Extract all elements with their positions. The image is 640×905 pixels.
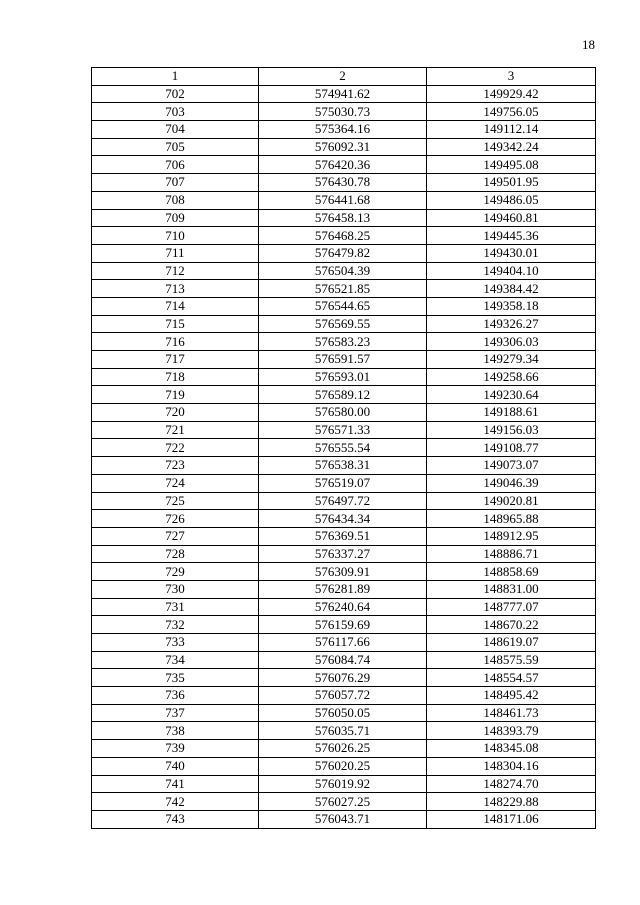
table-row [92, 421, 596, 439]
column-header-2: 2 [259, 68, 427, 86]
y-coordinate-cell: 149358.18 [427, 297, 596, 315]
point-number-cell: 716 [92, 333, 259, 351]
x-coordinate-cell: 576117.66 [259, 634, 427, 652]
x-coordinate-cell: 576159.69 [259, 616, 427, 634]
y-coordinate-cell: 149756.05 [427, 103, 596, 121]
point-number-cell: 703 [92, 103, 259, 121]
y-coordinate-cell: 149929.42 [427, 85, 596, 103]
x-coordinate-cell: 576583.23 [259, 333, 427, 351]
y-coordinate-cell: 148345.08 [427, 740, 596, 758]
y-coordinate-cell: 149279.34 [427, 351, 596, 369]
x-coordinate-cell: 576035.71 [259, 722, 427, 740]
table-row [92, 386, 596, 404]
x-coordinate-cell: 576544.65 [259, 297, 427, 315]
y-coordinate-cell: 149501.95 [427, 174, 596, 192]
table-row [92, 722, 596, 740]
table-row [92, 492, 596, 510]
x-coordinate-cell: 576309.91 [259, 563, 427, 581]
y-coordinate-cell: 149156.03 [427, 421, 596, 439]
x-coordinate-cell: 576571.33 [259, 421, 427, 439]
table-header [92, 68, 596, 86]
y-coordinate-cell: 148554.57 [427, 669, 596, 687]
y-coordinate-cell: 148777.07 [427, 598, 596, 616]
y-coordinate-cell: 148912.95 [427, 527, 596, 545]
point-number-cell: 707 [92, 174, 259, 192]
y-coordinate-cell: 149326.27 [427, 315, 596, 333]
table-row [92, 616, 596, 634]
header-row [92, 68, 596, 86]
table-row [92, 704, 596, 722]
y-coordinate-cell: 148274.70 [427, 775, 596, 793]
table-row [92, 527, 596, 545]
table-row [92, 439, 596, 457]
point-number-cell: 732 [92, 616, 259, 634]
point-number-cell: 743 [92, 810, 259, 828]
x-coordinate-cell: 576458.13 [259, 209, 427, 227]
table-row [92, 545, 596, 563]
table-row [92, 174, 596, 192]
table-row [92, 297, 596, 315]
point-number-cell: 733 [92, 634, 259, 652]
y-coordinate-cell: 148831.00 [427, 580, 596, 598]
point-number-cell: 739 [92, 740, 259, 758]
point-number-cell: 706 [92, 156, 259, 174]
x-coordinate-cell: 576057.72 [259, 687, 427, 705]
y-coordinate-cell: 149112.14 [427, 121, 596, 139]
coordinates-table [91, 67, 596, 829]
table-row [92, 775, 596, 793]
x-coordinate-cell: 576589.12 [259, 386, 427, 404]
y-coordinate-cell: 149430.01 [427, 244, 596, 262]
table-row [92, 740, 596, 758]
x-coordinate-cell: 576369.51 [259, 527, 427, 545]
point-number-cell: 720 [92, 404, 259, 422]
point-number-cell: 705 [92, 138, 259, 156]
table-row [92, 103, 596, 121]
table-row [92, 351, 596, 369]
x-coordinate-cell: 575364.16 [259, 121, 427, 139]
table-row [92, 85, 596, 103]
table-row [92, 669, 596, 687]
point-number-cell: 717 [92, 351, 259, 369]
x-coordinate-cell: 576020.25 [259, 757, 427, 775]
table-row [92, 810, 596, 828]
table-row [92, 580, 596, 598]
x-coordinate-cell: 576281.89 [259, 580, 427, 598]
x-coordinate-cell: 576337.27 [259, 545, 427, 563]
table-row [92, 280, 596, 298]
x-coordinate-cell: 576240.64 [259, 598, 427, 616]
x-coordinate-cell: 576027.25 [259, 793, 427, 811]
point-number-cell: 727 [92, 527, 259, 545]
y-coordinate-cell: 148886.71 [427, 545, 596, 563]
y-coordinate-cell: 149108.77 [427, 439, 596, 457]
table-row [92, 333, 596, 351]
x-coordinate-cell: 575030.73 [259, 103, 427, 121]
x-coordinate-cell: 576434.34 [259, 510, 427, 528]
y-coordinate-cell: 148619.07 [427, 634, 596, 652]
x-coordinate-cell: 576555.54 [259, 439, 427, 457]
y-coordinate-cell: 149495.08 [427, 156, 596, 174]
point-number-cell: 742 [92, 793, 259, 811]
x-coordinate-cell: 576019.92 [259, 775, 427, 793]
column-header-1: 1 [92, 68, 259, 86]
point-number-cell: 738 [92, 722, 259, 740]
point-number-cell: 737 [92, 704, 259, 722]
point-number-cell: 735 [92, 669, 259, 687]
table-row [92, 209, 596, 227]
x-coordinate-cell: 574941.62 [259, 85, 427, 103]
point-number-cell: 730 [92, 580, 259, 598]
x-coordinate-cell: 576504.39 [259, 262, 427, 280]
point-number-cell: 719 [92, 386, 259, 404]
y-coordinate-cell: 148461.73 [427, 704, 596, 722]
point-number-cell: 712 [92, 262, 259, 280]
y-coordinate-cell: 149306.03 [427, 333, 596, 351]
y-coordinate-cell: 148304.16 [427, 757, 596, 775]
y-coordinate-cell: 149384.42 [427, 280, 596, 298]
point-number-cell: 728 [92, 545, 259, 563]
y-coordinate-cell: 149258.66 [427, 368, 596, 386]
x-coordinate-cell: 576497.72 [259, 492, 427, 510]
table-row [92, 315, 596, 333]
table-row [92, 227, 596, 245]
y-coordinate-cell: 148858.69 [427, 563, 596, 581]
x-coordinate-cell: 576591.57 [259, 351, 427, 369]
y-coordinate-cell: 149046.39 [427, 474, 596, 492]
point-number-cell: 729 [92, 563, 259, 581]
y-coordinate-cell: 148495.42 [427, 687, 596, 705]
x-coordinate-cell: 576479.82 [259, 244, 427, 262]
x-coordinate-cell: 576076.29 [259, 669, 427, 687]
point-number-cell: 725 [92, 492, 259, 510]
table-row [92, 634, 596, 652]
table-row [92, 651, 596, 669]
x-coordinate-cell: 576569.55 [259, 315, 427, 333]
point-number-cell: 704 [92, 121, 259, 139]
point-number-cell: 710 [92, 227, 259, 245]
x-coordinate-cell: 576538.31 [259, 457, 427, 475]
x-coordinate-cell: 576521.85 [259, 280, 427, 298]
point-number-cell: 722 [92, 439, 259, 457]
table-row [92, 121, 596, 139]
x-coordinate-cell: 576441.68 [259, 191, 427, 209]
table-row [92, 598, 596, 616]
table-body [92, 85, 596, 828]
table-row [92, 457, 596, 475]
point-number-cell: 723 [92, 457, 259, 475]
y-coordinate-cell: 149445.36 [427, 227, 596, 245]
point-number-cell: 708 [92, 191, 259, 209]
y-coordinate-cell: 149073.07 [427, 457, 596, 475]
table-row [92, 191, 596, 209]
table-row [92, 510, 596, 528]
table-row [92, 368, 596, 386]
point-number-cell: 718 [92, 368, 259, 386]
y-coordinate-cell: 149230.64 [427, 386, 596, 404]
table-row [92, 156, 596, 174]
point-number-cell: 740 [92, 757, 259, 775]
point-number-cell: 734 [92, 651, 259, 669]
y-coordinate-cell: 149404.10 [427, 262, 596, 280]
table-row [92, 563, 596, 581]
y-coordinate-cell: 149486.05 [427, 191, 596, 209]
y-coordinate-cell: 149188.61 [427, 404, 596, 422]
point-number-cell: 709 [92, 209, 259, 227]
x-coordinate-cell: 576430.78 [259, 174, 427, 192]
point-number-cell: 721 [92, 421, 259, 439]
y-coordinate-cell: 148393.79 [427, 722, 596, 740]
y-coordinate-cell: 148229.88 [427, 793, 596, 811]
table-row [92, 793, 596, 811]
table-row [92, 244, 596, 262]
table-row [92, 262, 596, 280]
table-row [92, 138, 596, 156]
point-number-cell: 741 [92, 775, 259, 793]
point-number-cell: 724 [92, 474, 259, 492]
x-coordinate-cell: 576043.71 [259, 810, 427, 828]
y-coordinate-cell: 148965.88 [427, 510, 596, 528]
point-number-cell: 715 [92, 315, 259, 333]
x-coordinate-cell: 576092.31 [259, 138, 427, 156]
x-coordinate-cell: 576519.07 [259, 474, 427, 492]
x-coordinate-cell: 576084.74 [259, 651, 427, 669]
table-row [92, 687, 596, 705]
y-coordinate-cell: 149342.24 [427, 138, 596, 156]
y-coordinate-cell: 148171.06 [427, 810, 596, 828]
y-coordinate-cell: 148670.22 [427, 616, 596, 634]
x-coordinate-cell: 576050.05 [259, 704, 427, 722]
page-number: 18 [582, 37, 595, 52]
y-coordinate-cell: 149460.81 [427, 209, 596, 227]
x-coordinate-cell: 576420.36 [259, 156, 427, 174]
point-number-cell: 714 [92, 297, 259, 315]
x-coordinate-cell: 576593.01 [259, 368, 427, 386]
x-coordinate-cell: 576468.25 [259, 227, 427, 245]
point-number-cell: 711 [92, 244, 259, 262]
point-number-cell: 702 [92, 85, 259, 103]
point-number-cell: 713 [92, 280, 259, 298]
table-row [92, 474, 596, 492]
x-coordinate-cell: 576580.00 [259, 404, 427, 422]
table-row [92, 757, 596, 775]
table-row [92, 404, 596, 422]
y-coordinate-cell: 149020.81 [427, 492, 596, 510]
x-coordinate-cell: 576026.25 [259, 740, 427, 758]
y-coordinate-cell: 148575.59 [427, 651, 596, 669]
column-header-3: 3 [427, 68, 596, 86]
point-number-cell: 726 [92, 510, 259, 528]
point-number-cell: 736 [92, 687, 259, 705]
point-number-cell: 731 [92, 598, 259, 616]
